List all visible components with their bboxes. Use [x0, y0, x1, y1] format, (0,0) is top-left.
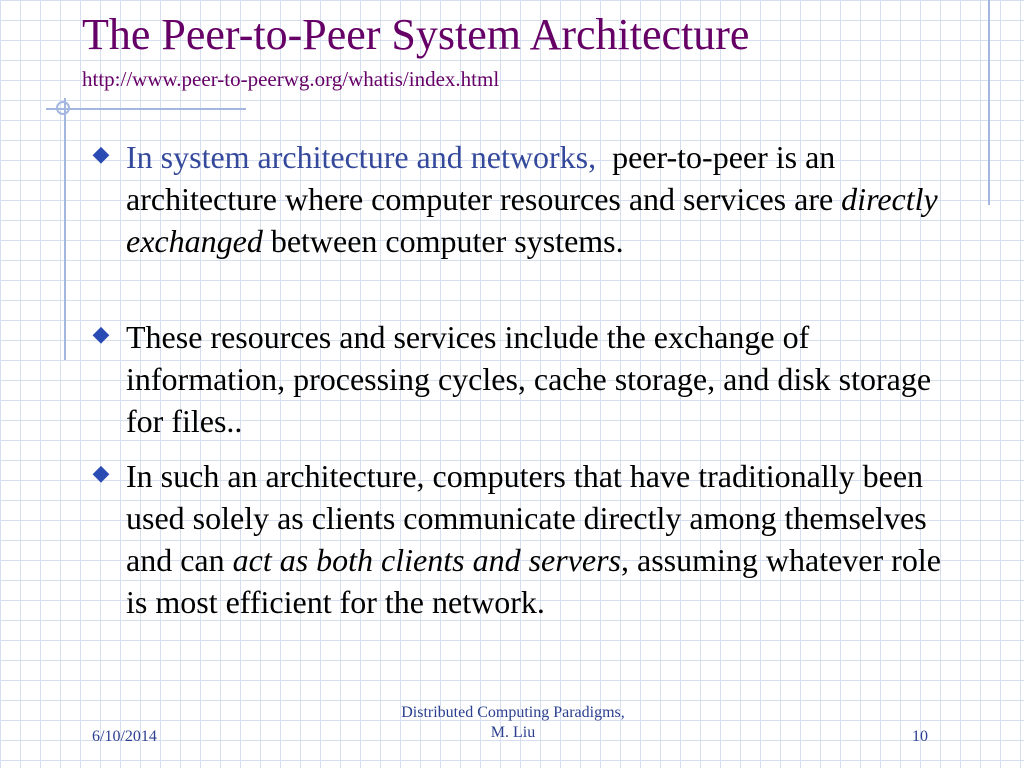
bullet-3-text-b: , assuming whatever role is most efficient for the network.	[126, 542, 941, 620]
title-underline-rule	[46, 108, 246, 110]
footer-course-line-1: Distributed Computing Paradigms,	[401, 704, 625, 721]
bullet-1-text-b: between computer systems.	[262, 223, 624, 259]
ring-ornament-icon	[56, 101, 70, 115]
bullet-item-3	[92, 455, 946, 623]
footer-page-number: 10	[912, 728, 928, 745]
right-vertical-rule	[988, 0, 990, 205]
bullet-1-emphasis: directly exchanged	[126, 181, 938, 259]
bullet-1-text-a: peer-to-peer is an architecture where computer resources and services are	[126, 139, 844, 217]
slide-subtitle-url: http://www.peer-to-peerwg.org/whatis/index.html	[82, 67, 500, 91]
footer-course-title	[360, 703, 666, 743]
footer-course-line-2: M. Liu	[490, 724, 536, 741]
diamond-bullet-icon: ◆	[92, 321, 110, 346]
left-vertical-rule	[64, 98, 66, 360]
bullet-item-2	[92, 316, 946, 442]
diamond-bullet-icon: ◆	[92, 460, 110, 485]
bullet-3-text-a: In such an architecture, computers that have traditionally been used solely as clients communicate directly among themselves and can	[126, 458, 927, 578]
bullet-item-1	[92, 136, 946, 262]
diamond-bullet-icon: ◆	[92, 141, 110, 166]
bullet-2-text: These resources and services include the exchange of information, processing cycles, cache storage, and disk storage for files..	[126, 319, 932, 439]
slide-title: The Peer-to-Peer System Architecture	[82, 10, 750, 59]
bullet-3-emphasis: act as both clients and servers	[232, 542, 621, 578]
bullet-1-lead: In system architecture and networks,	[126, 139, 597, 175]
footer-date: 6/10/2014	[92, 728, 157, 745]
